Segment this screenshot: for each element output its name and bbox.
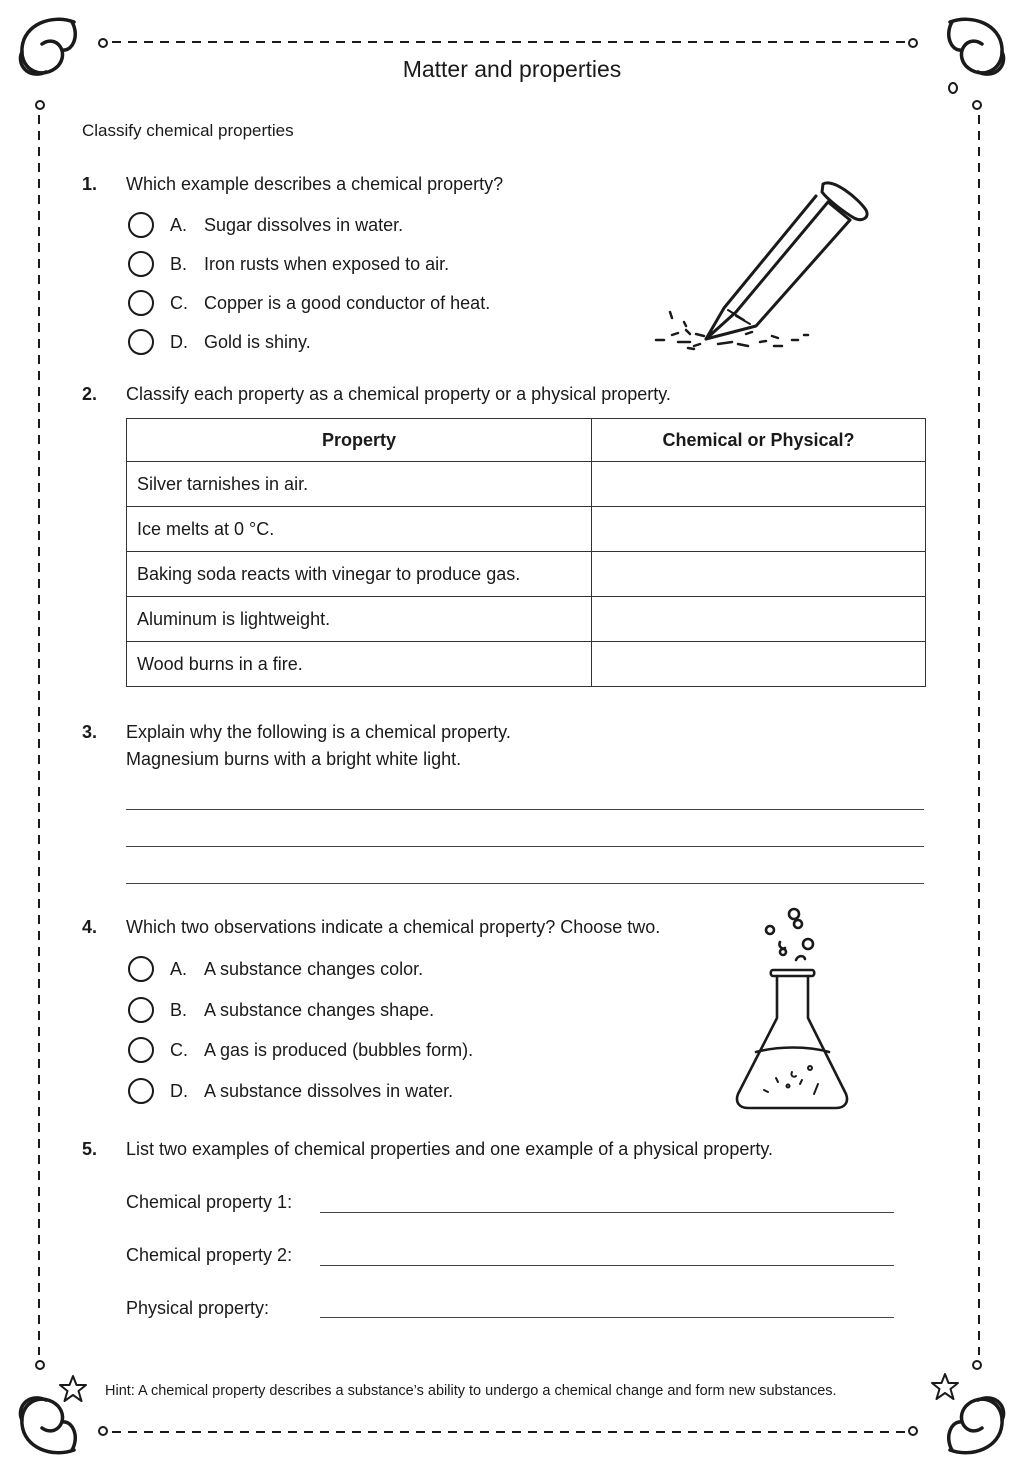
property-cell: Baking soda reacts with vinegar to produce gas. (127, 552, 592, 597)
field-label: Chemical property 2: (126, 1245, 293, 1265)
table-row (127, 507, 926, 552)
option-text: A gas is produced (bubbles form). (204, 1039, 474, 1060)
answer-option[interactable] (128, 1075, 453, 1107)
option-letter: D. (170, 1080, 188, 1101)
option-text: A substance changes color. (204, 958, 424, 979)
question-text: Which example describes a chemical property? (126, 174, 504, 194)
checkbox-circle[interactable] (128, 1078, 154, 1104)
star-icon (930, 1372, 960, 1402)
answer-line[interactable] (126, 809, 924, 810)
option-text: Iron rusts when exposed to air. (204, 253, 450, 274)
classification-table (126, 418, 926, 687)
property-cell: Silver tarnishes in air. (127, 462, 592, 507)
answer-line[interactable] (320, 1265, 894, 1266)
option-text: A substance changes shape. (204, 999, 435, 1020)
property-cell: Wood burns in a fire. (127, 642, 592, 687)
field-label: Physical property: (126, 1298, 270, 1318)
radio-button[interactable] (128, 251, 154, 277)
checkbox-circle[interactable] (128, 956, 154, 982)
option-text: Copper is a good conductor of heat. (204, 292, 491, 313)
question-number: 1. (82, 174, 98, 194)
answer-cell[interactable] (592, 462, 926, 507)
radio-button[interactable] (128, 290, 154, 316)
option-letter: A. (170, 958, 188, 979)
option-text: A substance dissolves in water. (204, 1080, 454, 1101)
answer-cell[interactable] (592, 507, 926, 552)
answer-option[interactable] (128, 287, 490, 319)
question-number: 5. (82, 1139, 98, 1159)
answer-line[interactable] (320, 1212, 894, 1213)
answer-line[interactable] (126, 883, 924, 884)
table-row (127, 642, 926, 687)
flask-icon (728, 906, 858, 1112)
radio-button[interactable] (128, 329, 154, 355)
radio-button[interactable] (128, 212, 154, 238)
option-letter: B. (170, 253, 188, 274)
table-row (127, 552, 926, 597)
hint-text: Hint: A chemical property describes a substance’s ability to undergo a chemical change and form new substances. (105, 1383, 837, 1399)
answer-option[interactable] (128, 1034, 473, 1066)
answer-cell[interactable] (592, 642, 926, 687)
checkbox-circle[interactable] (128, 1037, 154, 1063)
answer-line[interactable] (320, 1317, 894, 1318)
answer-option[interactable] (128, 326, 311, 358)
page-subtitle: Classify chemical properties (82, 121, 294, 140)
property-cell: Ice melts at 0 °C. (127, 507, 592, 552)
option-letter: B. (170, 999, 188, 1020)
answer-option[interactable] (128, 248, 449, 280)
question-text: Classify each property as a chemical property or a physical property. (126, 384, 671, 404)
answer-option[interactable] (128, 994, 434, 1026)
question-number: 3. (82, 722, 98, 742)
table-row (127, 597, 926, 642)
question-number: 4. (82, 917, 98, 937)
property-cell: Aluminum is lightweight. (127, 597, 592, 642)
option-letter: C. (170, 1039, 188, 1060)
question-text: Explain why the following is a chemical property. (126, 722, 511, 742)
option-text: Gold is shiny. (204, 331, 311, 352)
option-letter: A. (170, 214, 188, 235)
table-header-row (127, 419, 926, 462)
checkbox-circle[interactable] (128, 997, 154, 1023)
table-row (127, 462, 926, 507)
option-letter: C. (170, 292, 188, 313)
answer-line[interactable] (126, 846, 924, 847)
question-statement: Magnesium burns with a bright white light. (126, 749, 462, 769)
answer-option[interactable] (128, 209, 403, 241)
field-label: Chemical property 1: (126, 1192, 293, 1212)
column-header: Chemical or Physical? (592, 419, 926, 462)
question-text: Which two observations indicate a chemical property? Choose two. (126, 917, 661, 937)
column-header: Property (127, 419, 592, 462)
option-text: Sugar dissolves in water. (204, 214, 404, 235)
page-title: Matter and properties (402, 56, 622, 82)
star-icon (58, 1374, 88, 1404)
nail-icon (648, 172, 878, 357)
option-letter: D. (170, 331, 188, 352)
question-text: List two examples of chemical properties and one example of a physical property. (126, 1139, 773, 1159)
answer-option[interactable] (128, 953, 423, 985)
answer-cell[interactable] (592, 597, 926, 642)
answer-cell[interactable] (592, 552, 926, 597)
question-number: 2. (82, 384, 98, 404)
